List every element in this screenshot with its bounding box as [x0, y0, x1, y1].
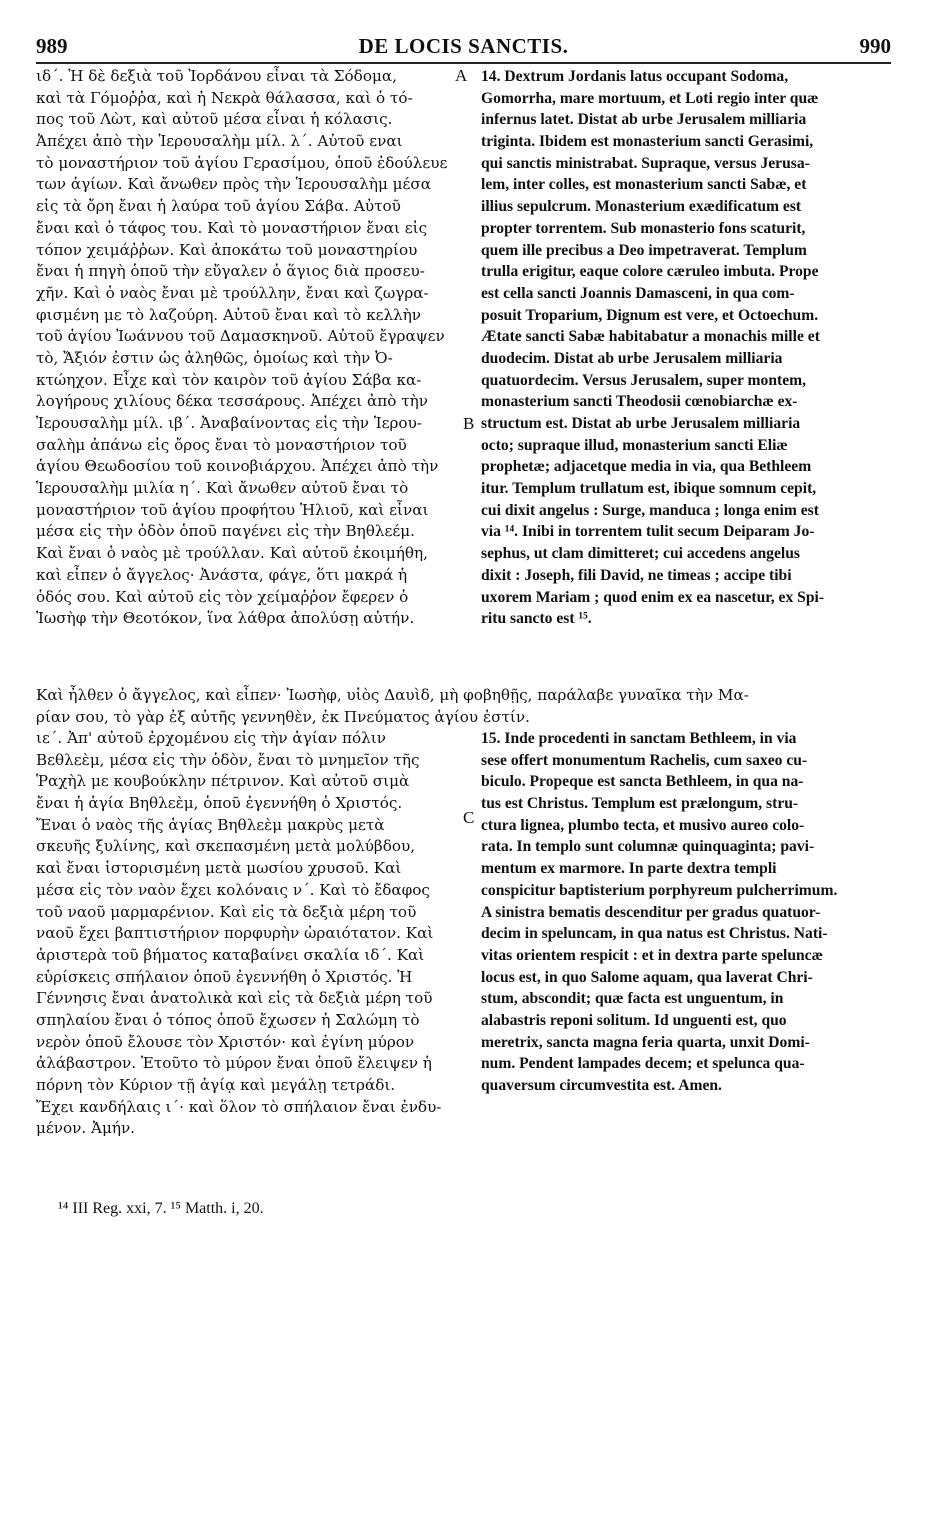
greek-text-line: πος τοῦ Λὼτ, καὶ αὐτοῦ μέσα εἶναι ἡ κόλασις.	[36, 110, 393, 129]
latin-text-line: illius sepulcrum. Monasterium exædificatum est	[481, 198, 802, 216]
greek-text-line: Γέννησις ἔναι ἀνατολικὰ καὶ εἰς τὰ δεξιὰ μέρη τοῦ	[36, 989, 433, 1008]
greek-text-line: Ἰωσὴφ τὴν Θεοτόκον, ἵνα λάθρα ἀπολύσῃ αὐτήν.	[36, 609, 415, 628]
latin-text-line: tus est Christus. Templum est prælongum, stru-	[481, 795, 799, 813]
latin-text-line: infernus latet. Distat ab urbe Jerusalem milliaria	[481, 111, 807, 129]
latin-text-line: quaversum circumvestita est. Amen.	[481, 1077, 722, 1094]
latin-text-line: posuit Troparium, Dignum est vere, et Octoechum.	[481, 306, 819, 324]
greek-text-line: ὁδός σου. Καὶ αὐτοῦ εἰς τὸν χείμαῤῥον ἔφερεν ὁ	[36, 587, 409, 606]
latin-text-line: qui sanctis ministrabat. Supraque, versus Jerusa-	[481, 154, 810, 172]
greek-text-line: τοῦ ναοῦ μαρμαρένιον. Καὶ εἰς τὰ δεξιὰ μέρη τοῦ	[36, 902, 417, 921]
latin-text-line: trulla erigitur, eaque colore cæruleo imbuta. Prope	[481, 263, 819, 281]
latin-text-line: est cella sancti Joannis Damasceni, in qua com-	[481, 284, 795, 302]
greek-text-line: των ἁγίων. Καὶ ἄνωθεν πρὸς τὴν Ἱερουσαλὴμ μέσα	[36, 175, 432, 194]
greek-text-line: ἀριστερὰ τοῦ βήματος καταβαίνει σκαλία ιδ΄. Καὶ	[36, 945, 425, 964]
latin-text-line: 15. Inde procedenti in sanctam Bethleem, in via	[481, 730, 797, 747]
greek-text-line: καὶ ἔναι ἱστορισμένη μετὰ μωσίου χρυσοῦ. Καὶ	[36, 859, 402, 878]
latin-text-line: Gomorrha, mare mortuum, et Loti regio inter quæ	[481, 89, 819, 107]
header-rule	[36, 62, 891, 64]
greek-text-line: Ἔναι ὁ ναὸς τῆς ἁγίας Βηθλεὲμ μακρὺς μετὰ	[36, 815, 385, 834]
page-number-right: 990	[859, 34, 891, 58]
latin-text-line: quatuordecim. Versus Jerusalem, super montem,	[481, 371, 807, 389]
greek-text-line: τὸ, Ἄξιόν ἐστιν ὡς ἀληθῶς, ὁμοίως καὶ τὴν Ὀ-	[36, 348, 393, 367]
greek-text-line: εἰς τὰ ὄρη ἔναι ἡ λαύρα τοῦ ἁγίου Σάβα. Αὐτοῦ	[36, 197, 401, 216]
full-width-greek-text	[36, 685, 891, 728]
greek-text-line: Ἔχει κανδήλαις ι΄· καὶ ὅλον τὸ σπήλαιον ἔναι ἐνδυ-	[36, 1097, 442, 1116]
page-header	[36, 34, 891, 64]
greek-text-line: ἔναι ἡ ἁγία Βηθλεὲμ, ὁποῦ ἐγεννήθη ὁ Χριστός.	[36, 794, 403, 813]
margin-marker-a: A	[455, 66, 468, 85]
greek-text-line: Καὶ ἔναι ὁ ναὸς μὲ τρούλλαν. Καὶ αὐτοῦ ἐκοιμήθη,	[36, 544, 428, 563]
latin-text-line: via ¹⁴. Inibi in torrentem tulit secum Deiparam Jo-	[481, 523, 815, 541]
latin-text-line: meretrix, sancta magna feria quarta, unxit Domi-	[481, 1033, 810, 1051]
latin-text-line: decim in speluncam, in qua natus est Christus. Nati-	[481, 925, 828, 943]
latin-text-line: ctura lignea, plumbo tecta, et musivo aureo colo-	[481, 816, 805, 834]
latin-text-line: A sinistra bematis descenditur per gradus quatuor-	[481, 903, 821, 921]
greek-text-line: Βεθλεὲμ, μέσα εἰς τὴν ὁδὸν, ἔναι τὸ μνημεῖον τῆς	[36, 750, 420, 769]
greek-text-line: μοναστήριον τοῦ ἁγίου προφήτου Ἡλιοῦ, καὶ εἶναι	[36, 500, 429, 519]
running-title: DE LOCIS SANCTIS.	[358, 34, 569, 58]
greek-text-line: νερὸν ὁποῦ ἔλουσε τὸν Χριστόν· καὶ ἐγίνη μύρον	[36, 1032, 415, 1051]
greek-text-line: ἁγίου Θεωδοσίου τοῦ κοινοβιάρχου. Ἀπέχει ἀπὸ τὴν	[36, 457, 439, 476]
latin-text-line: itur. Templum trullatum est, ibique somnum cepit,	[481, 480, 817, 498]
latin-text-line: sese offert monumentum Rachelis, cum saxeo cu-	[481, 751, 808, 769]
latin-text-line: uxorem Mariam ; quod enim ex ea nascetur, ex Spi-	[481, 588, 825, 606]
greek-text-line: μέσα εἰς τὴν ὁδὸν ὁποῦ παγένει εἰς τὴν Βηθλεέμ.	[36, 522, 415, 541]
greek-text-line: ναοῦ ἔχει βαπτιστήριον πορφυρὴν ὡραιότατον. Καὶ	[36, 924, 434, 943]
latin-text-line: quem ille precibus a Deo impetraverat. Templum	[481, 241, 807, 259]
latin-text-line: monasterium sancti Theodosii cœnobiarchæ ex-	[481, 393, 798, 411]
latin-column-top	[481, 66, 891, 630]
greek-text-line: μένον. Ἀμήν.	[36, 1119, 136, 1138]
latin-text-line: propter torrentem. Sub monasterio fons scaturit,	[481, 219, 806, 237]
greek-text-line: Ἀπέχει ἀπὸ τὴν Ἱερουσαλὴμ μίλ. λ΄. Αὐτοῦ εναι	[36, 132, 403, 151]
latin-text-line: cui dixit angelus : Surge, manduca ; longa enim est	[481, 501, 819, 519]
latin-text-line: sephus, ut clam dimitteret; cui accedens angelus	[481, 545, 800, 563]
latin-text-line: octo; supraque illud, monasterium sancti Eliæ	[481, 436, 788, 454]
latin-text-line: lem, inter colles, est monasterium sancti Sabæ, et	[481, 176, 807, 194]
latin-text-line: locus est, in quo Salome aquam, qua laverat Chri-	[481, 968, 813, 986]
latin-text-line: vitas orientem respicit : et in dextra parte speluncæ	[481, 946, 823, 964]
greek-text-line: τόπον χειμάῤῥων. Καὶ ἀποκάτω τοῦ μοναστηρίου	[36, 240, 418, 259]
greek-text-line: πόρνη τὸν Κύριον τῇ ἁγίᾳ καὶ μεγάλῃ τετράδι.	[36, 1076, 396, 1094]
latin-text-line: prophetæ; adjacetque media in via, qua Bethleem	[481, 458, 812, 476]
latin-text-line: 14. Dextrum Jordanis latus occupant Sodoma,	[481, 68, 789, 85]
latin-text-line: ritu sancto est ¹⁵.	[481, 610, 592, 628]
latin-text-line: biculo. Propeque est sancta Bethleem, in qua na-	[481, 773, 804, 791]
greek-text-line: χῆν. Καὶ ὁ ναὸς ἔναι μὲ τρούλλην, ἔναι καὶ ζωγρα-	[36, 283, 429, 302]
greek-text-line: ἔναι καὶ ὁ τάφος του. Καὶ τὸ μοναστήριον ἔναι εἰς	[36, 218, 428, 237]
greek-text-line: σαλὴμ ἀπάνω εἰς ὄρος ἔναι τὸ μοναστήριον τοῦ	[36, 435, 407, 454]
greek-text-line: κτώηχον. Εἶχε καὶ τὸν καιρὸν τοῦ ἁγίου Σάβα κα-	[36, 370, 422, 389]
latin-text-line: structum est. Distat ab urbe Jerusalem milliaria	[481, 415, 801, 432]
latin-text-line: mentum ex marmore. In parte dextra templi	[481, 860, 777, 878]
latin-text-line: triginta. Ibidem est monasterium sancti Gerasimi,	[481, 133, 814, 151]
greek-text-line: καὶ εἶπεν ὁ ἄγγελος· Ἀνάστα, φάγε, ὅτι μακρά ἡ	[36, 565, 408, 584]
latin-text-line: conspicitur baptisterium porphyreum pulcherrimum.	[481, 881, 838, 899]
latin-text-line: dixit : Joseph, fili David, ne timeas ; accipe tibi	[481, 566, 792, 584]
greek-text-line: εὑρίσκεις σπήλαιον ὁποῦ ἐγεννήθη ὁ Χριστός. Ἡ	[36, 967, 413, 986]
greek-text-line: φισμένη με τὸ λαζούρη. Αὐτοῦ ἔναι καὶ τὸ κελλὴν	[36, 305, 422, 324]
greek-text-line: σκευῆς ξυλίνης, καὶ σκεπασμένη μετὰ μολύβδου,	[36, 837, 416, 856]
greek-text-line: λογήρους χιλίους δέκα τεσσάρους. Ἀπέχει ἀπὸ τὴν	[36, 392, 428, 411]
greek-text-line: ἀλάβαστρον. Ἐτοῦτο τὸ μύρον ἔναι ὁποῦ ἔλειψεν ἡ	[36, 1054, 432, 1073]
greek-text-line: Ῥαχὴλ με κουβούκλην πέτρινον. Καὶ αὐτοῦ σιμὰ	[36, 772, 410, 791]
greek-text-line: ἔναι ἡ πηγὴ ὁποῦ τὴν εὔγαλεν ὁ ἅγιος διὰ προσευ-	[36, 262, 425, 281]
latin-column-bottom	[481, 728, 891, 1097]
full-width-text-line: ρίαν σου, τὸ γὰρ ἐξ αὐτῆς γεννηθὲν, ἐκ Πνεύματος ἁγίου ἐστίν.	[36, 707, 530, 726]
latin-text-line: alabastris reponi solitum. Id unguenti est, quo	[481, 1011, 787, 1029]
margin-marker-c: C	[463, 808, 475, 827]
greek-text-line: Ἱερουσαλὴμ μιλία η΄. Καὶ ἄνωθεν αὐτοῦ ἔναι τὸ	[36, 479, 409, 498]
greek-text-line: μέσα εἰς τὸν ναὸν ἔχει κολόναις ν΄. Καὶ τὸ ἔδαφος	[36, 880, 430, 899]
latin-text-line: duodecim. Distat ab urbe Jerusalem milliaria	[481, 349, 783, 367]
greek-text-line: τὸ μοναστήριον τοῦ ἁγίου Γερασίμου, ὁποῦ ἐδούλευε	[36, 153, 448, 172]
page-number-left: 989	[36, 34, 68, 58]
greek-text-line: ιδ΄. Ἡ δὲ δεξιὰ τοῦ Ἰορδάνου εἶναι τὰ Σόδομα,	[36, 67, 397, 85]
margin-marker-b: B	[463, 414, 475, 433]
latin-text-line: rata. In templo sunt columnæ quinquaginta; pavi-	[481, 838, 815, 856]
greek-column-top	[36, 66, 461, 630]
greek-column-bottom	[36, 728, 461, 1140]
latin-text-line: stum, abscondit; quæ facta est unguentum, in	[481, 990, 784, 1008]
footnotes: ¹⁴ III Reg. xxi, 7. ¹⁵ Matth. i, 20.	[58, 1200, 264, 1217]
greek-text-line: Ἱερουσαλὴμ μίλ. ιβ΄. Ἀναβαίνοντας εἰς τὴν Ἱερου-	[36, 414, 422, 432]
greek-text-line: σπηλαίου ἔναι ὁ τόπος ὁποῦ ἔχωσεν ἡ Σαλώμη τὸ	[36, 1010, 420, 1029]
full-width-text-line: Καὶ ἦλθεν ὁ ἄγγελος, καὶ εἶπεν· Ἰωσὴφ, υἱὸς Δαυὶδ, μὴ φοβηθῇς, παράλαβε γυναῖκα τὴν Μα-	[36, 686, 749, 704]
latin-text-line: Ætate sancti Sabæ habitabatur a monachis mille et	[481, 328, 820, 346]
latin-text-line: num. Pendent lampades decem; et spelunca qua-	[481, 1055, 805, 1073]
greek-text-line: ιε΄. Ἀπ' αὐτοῦ ἐρχομένου εἰς τὴν ἁγίαν πόλιν	[36, 729, 386, 747]
greek-text-line: τοῦ ἁγίου Ἰωάννου τοῦ Δαμασκηνοῦ. Αὐτοῦ ἔγραψεν	[36, 327, 445, 346]
greek-text-line: καὶ τὰ Γόμοῤῥα, καὶ ἡ Νεκρὰ θάλασσα, καὶ ὁ τό-	[36, 88, 413, 107]
